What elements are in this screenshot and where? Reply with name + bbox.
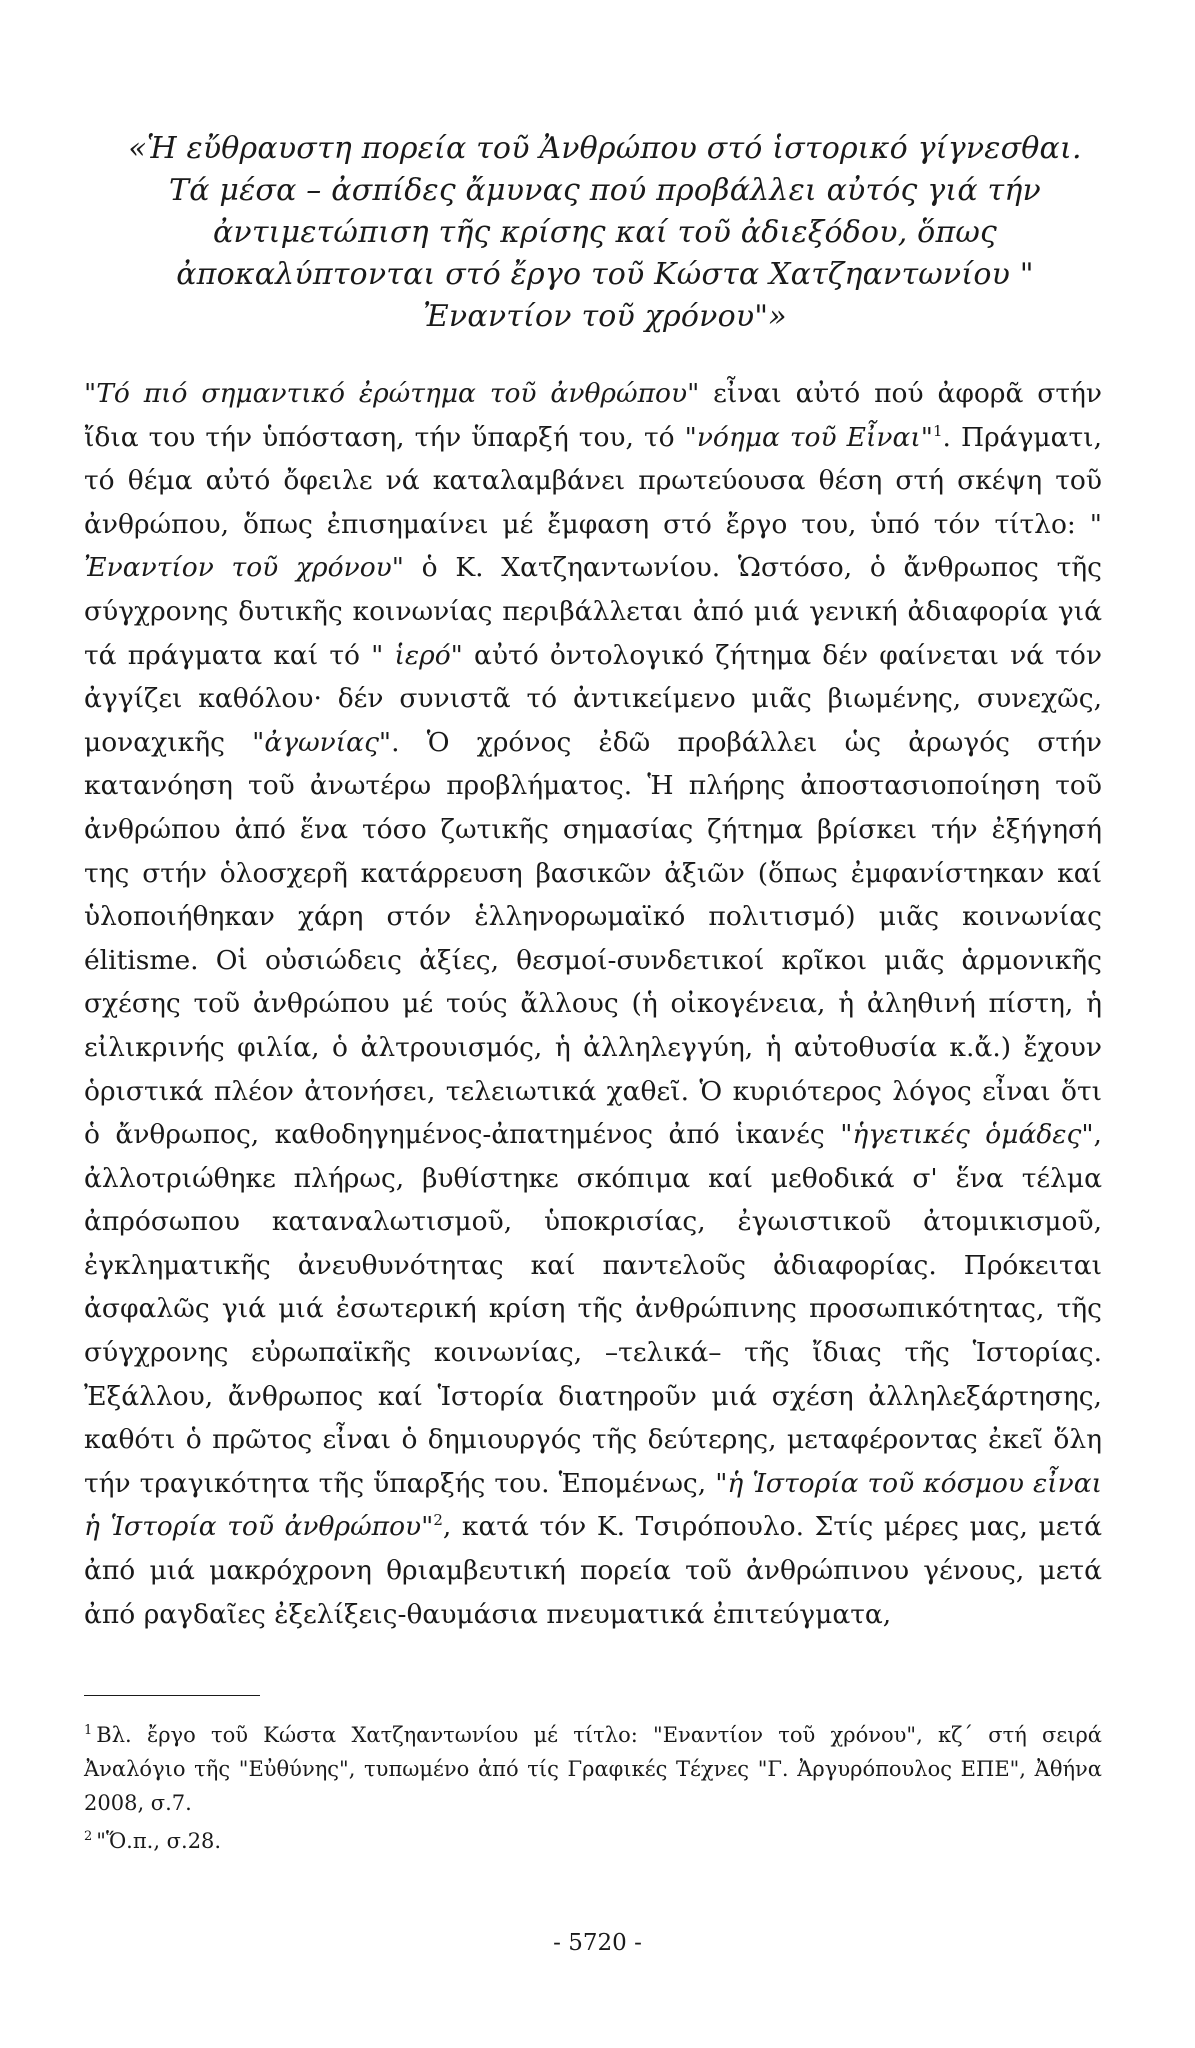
footnote — [84, 1824, 1102, 1858]
footnote — [84, 1718, 1102, 1820]
body-text-run: . Πράγματι, τό θέμα αὐτό ὄφειλε νά καταλαμβάνει πρωτεύουσα θέση στή σκέψη τοῦ ἀνθρώπου, ὅπως ἐπισημαίνει μέ ἔμφαση στό ἔργο του, ὑπό τόν τίτλο: — [84, 421, 1102, 540]
quoted-phrase: "ἡ Ἱστορία τοῦ κόσμου εἶναι ἡ Ἱστορία τοῦ ἀνθρώπου" — [84, 1467, 1102, 1543]
footnote-number: 1 — [84, 1723, 93, 1738]
body-text-run: αὐτό ὀντολογικό ζήτημα δέν φαίνεται νά τόν ἀγγίζει καθόλου· δέν συνιστᾶ τό ἀντικείμενο μιᾶς βιωμένης, συνεχῶς, μοναχικῆς — [84, 639, 1102, 758]
body-text-run: εἶναι αὐτό πού ἀφορᾶ στήν ἴδια του τήν ὑπόσταση, τήν ὕπαρξή του, τό — [84, 378, 1102, 453]
body-text-run: ὁ Κ. Χατζηαντωνίου. Ὡστόσο, ὁ ἄνθρωπος τῆς σύγχρονης δυτικῆς κοινωνίας περιβάλλεται ἀπό μιά γενική ἀδιαφορία γιά τά πράγματα καί τό — [84, 552, 1102, 671]
footnote-number: 2 — [84, 1829, 93, 1844]
quoted-phrase: " Ἐναντίον τοῦ χρόνου" — [84, 508, 1102, 584]
footnote-ref: 2 — [433, 1511, 443, 1530]
body-text — [84, 372, 1102, 1636]
quoted-phrase: " ἱερό" — [371, 639, 463, 671]
article-title: «Ἡ εὔθραυστη πορεία τοῦ Ἀνθρώπου στό ἱστορικό γίγνεσθαι. Τά μέσα – ἀσπίδες ἄμυνας πού προβάλλει αὐτός γιά τήν ἀντιμετώπιση τῆς κρίσης καί τοῦ ἀδιεξόδου, ὅπως ἀποκαλύπτονται στό ἔργο τοῦ Κώστα Χατζηαντωνίου " Ἐναντίον τοῦ χρόνου"» — [128, 131, 1082, 334]
body-text-run: , ἀλλοτριώθηκε πλήρως, βυθίστηκε σκόπιμα καί μεθοδικά σ' ἕνα τέλμα ἀπρόσωπου καταναλωτισμοῦ, ὑποκρισίας, ἐγωιστικοῦ ἀτομικισμοῦ, ἐγκληματικῆς ἀνευθυνότητας καί παντελοῦς ἀδιαφορίας. Πρόκειται ἀσφαλῶς γιά μιά ἐσωτερική κρίση τῆς ἀνθρώπινης προσωπικότητας, τῆς σύγχρονης εὐρωπαϊκῆς κοινωνίας, –τελικά– τῆς ἴδιας τῆς Ἱστορίας. Ἐξάλλου, ἄνθρωπος καί Ἱστορία διατηροῦν μιά σχέση ἀλληλεξάρτησης, καθότι ὁ πρῶτος εἶναι ὁ δημιουργός τῆς δεύτερης, μεταφέροντας ἐκεῖ ὅλη τήν τραγικότητα τῆς ὕπαρξής του. Ἑπομένως, — [84, 1119, 1102, 1499]
body-text-run: . Ὁ χρόνος ἐδῶ προβάλλει ὡς ἀρωγός στήν κατανόηση τοῦ ἀνωτέρω προβλήματος. Ἡ πλήρης ἀποστασιοποίηση τοῦ ἀνθρώπου ἀπό ἕνα τόσο ζωτικῆς σημασίας ζήτημα βρίσκει τήν ἐξήγησή της στήν ὁλοσχερῆ κατάρρευση βασικῶν ἀξιῶν (ὅπως ἐμφανίστηκαν καί ὑλοποιήθηκαν χάρη στόν ἑλληνορωμαϊκό πολιτισμό) μιᾶς κοινωνίας élitisme. Οἱ οὐσιώδεις ἀξίες, θεσμοί-συνδετικοί κρῖκοι μιᾶς ἁρμονικῆς σχέσης τοῦ ἀνθρώπου μέ τούς ἄλλους (ἡ οἰκογένεια, ἡ ἀληθινή πίστη, ἡ εἰλικρινής φιλία, ὁ ἀλτρουισμός, ἡ ἀλληλεγγύη, ἡ αὐτοθυσία κ.ἄ.) ἔχουν ὁριστικά πλέον ἀτονήσει, τελειωτικά χαθεῖ. Ὁ κυριότερος λόγος εἶναι ὅτι ὁ ἄνθρωπος, καθοδηγημένος-ἀπατημένος ἀπό ἱκανές — [84, 726, 1102, 1151]
page-number: - 5720 - — [553, 1930, 642, 1956]
quoted-phrase: "νόημα τοῦ Εἶναι" — [684, 421, 933, 453]
footnote-divider — [84, 1695, 260, 1696]
body-text-run: , κατά τόν Κ. Τσιρόπουλο. Στίς μέρες μας, μετά ἀπό μιά μακρόχρονη θριαμβευτική πορεία τοῦ ἀνθρώπινου γένους, μετά ἀπό ραγδαῖες ἐξελίξεις-θαυμάσια πνευματικά ἐπιτεύγματα, — [84, 1511, 1102, 1630]
footnote-text: Βλ. ἔργο τοῦ Κώστα Χατζηαντωνίου μέ τίτλο: "Εναντίον τοῦ χρόνου", κζ΄ στή σειρά Ἀναλόγιο τῆς "Εὐθύνης", τυπωμένο ἀπό τίς Γραφικές Τέχνες "Γ. Ἀργυρόπουλος ΕΠΕ", Ἀθήνα 2008, σ.7. — [84, 1723, 1102, 1815]
footnote-text: "Ὅ.π., σ.28. — [96, 1829, 222, 1853]
footnote-ref: 1 — [932, 421, 943, 440]
quoted-phrase: "ἡγετικές ὁμάδες" — [840, 1119, 1094, 1151]
footnotes — [84, 1718, 1102, 1862]
quoted-phrase: "ἀγωνίας" — [252, 726, 392, 758]
body-paragraph — [84, 372, 1102, 1636]
quoted-phrase: "Τό πιό σημαντικό ἐρώτημα τοῦ ἀνθρώπου" — [84, 378, 700, 409]
